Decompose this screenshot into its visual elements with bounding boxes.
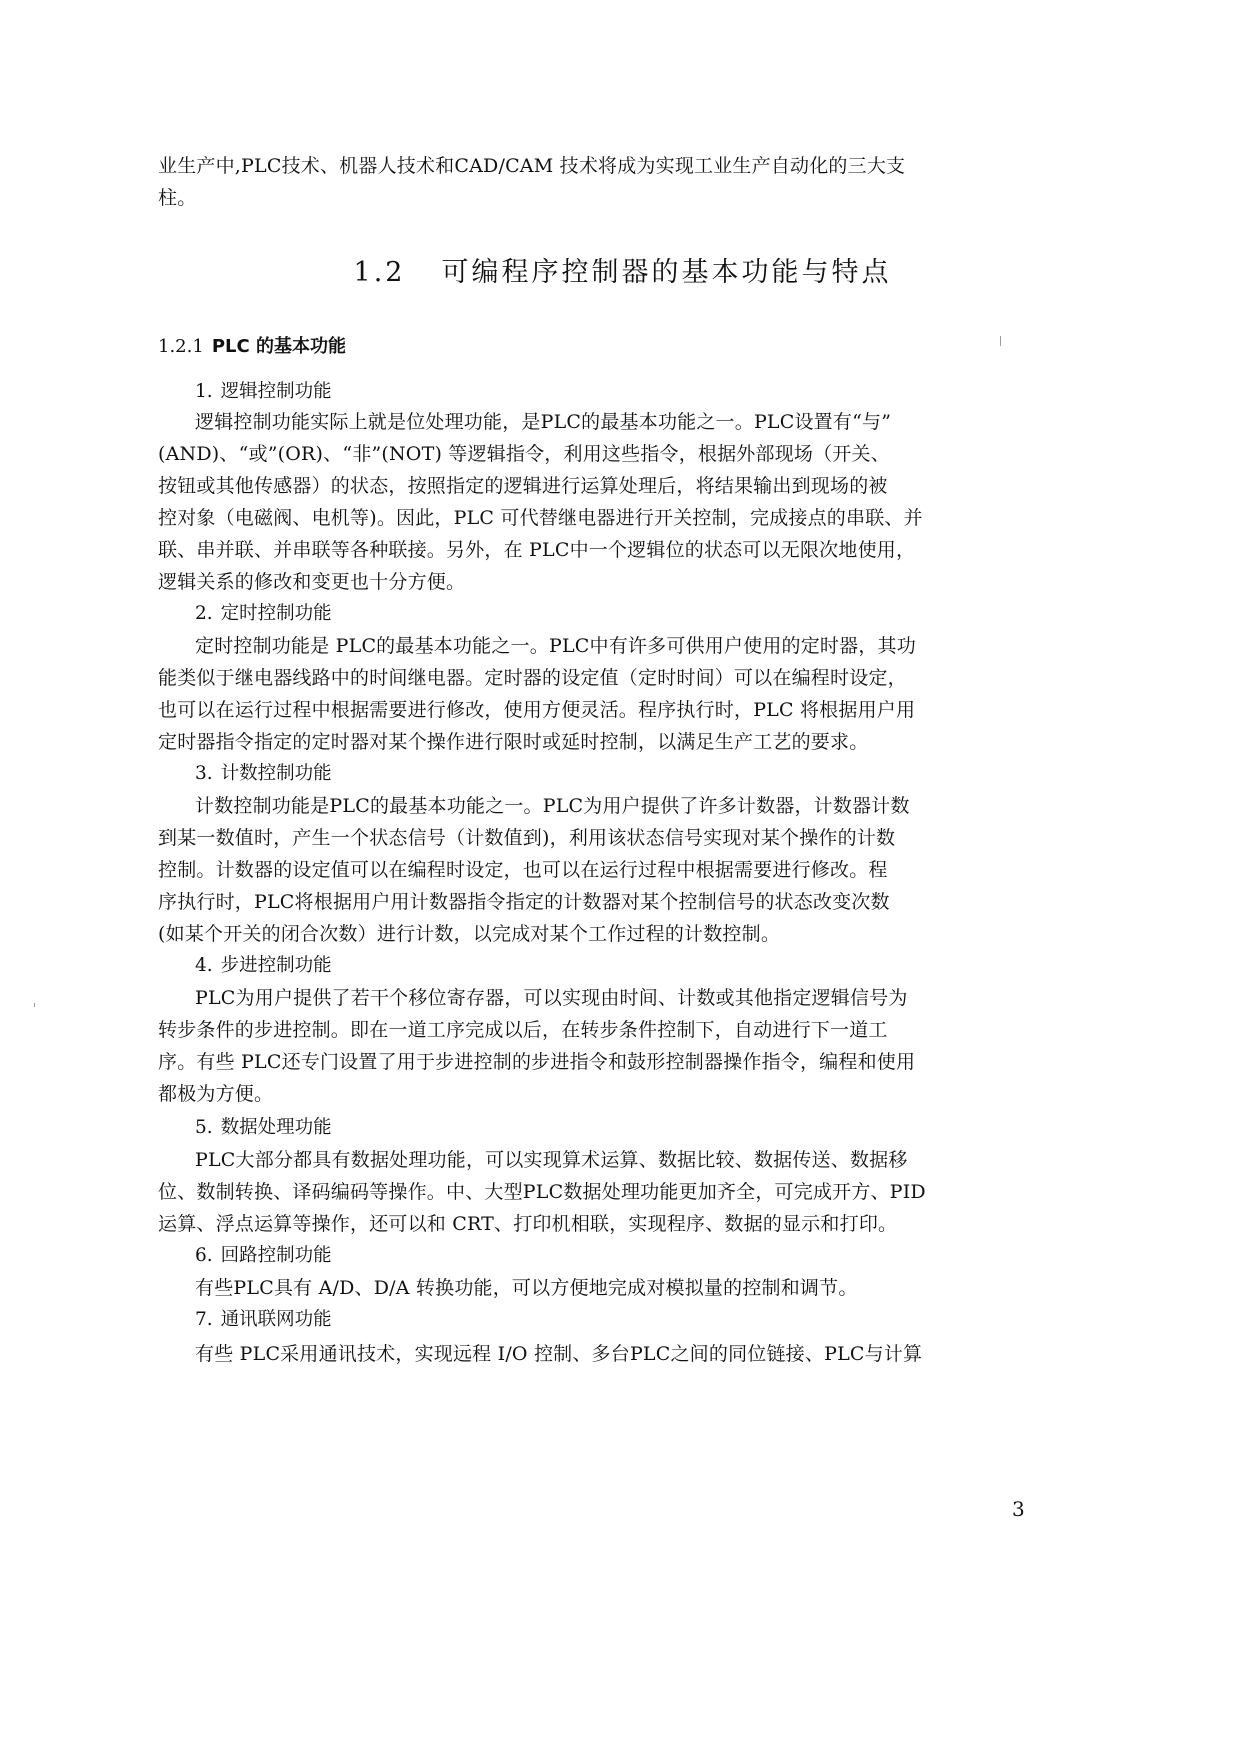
paragraph-line: 位、数制转换、译码编码等操作。中、大型PLC数据处理功能更加齐全，可完成开方、PID: [158, 1181, 926, 1203]
paragraph-line: 控对象（电磁阀、电机等)。因此，PLC 可代替继电器进行开关控制，完成接点的串联、并: [158, 507, 923, 529]
paragraph-line: 有些 PLC采用通讯技术，实现远程 I/O 控制、多台PLC之间的同位链接、PLC与计算: [195, 1343, 923, 1365]
paragraph-line: (如某个开关的闭合次数）进行计数，以完成对某个工作过程的计数控制。: [158, 923, 781, 945]
intro-line: 柱。: [158, 187, 197, 209]
item-number: 3.: [195, 763, 213, 784]
item-heading: [195, 600, 332, 628]
intro-line: 业生产中,PLC技术、机器人技术和CAD/CAM 技术将成为实现工业生产自动化的三大支: [158, 155, 906, 177]
paragraph-line: 计数控制功能是PLC的最基本功能之一。PLC为用户提供了许多计数器，计数器计数: [195, 795, 910, 817]
item-title: 步进控制功能: [220, 955, 332, 976]
paragraph-line: 都极为方便。: [158, 1083, 274, 1105]
item-number: 4.: [195, 955, 213, 976]
item-heading: [195, 1306, 332, 1334]
item-title: 计数控制功能: [220, 763, 332, 784]
item-number: 7.: [195, 1309, 213, 1330]
item-title: 定时控制功能: [220, 603, 332, 624]
paragraph-line: PLC大部分都具有数据处理功能，可以实现算术运算、数据比较、数据传送、数据移: [195, 1149, 908, 1171]
item-title: 通讯联网功能: [220, 1309, 332, 1330]
item-title: 回路控制功能: [220, 1245, 332, 1266]
paragraph-line: 控制。计数器的设定值可以在编程时设定，也可以在运行过程中根据需要进行修改。程: [158, 859, 888, 881]
paragraph-line: 能类似于继电器线路中的时间继电器。定时器的设定值（定时时间）可以在编程时设定，: [158, 667, 907, 689]
paragraph-line: 逻辑关系的修改和变更也十分方便。: [158, 571, 466, 593]
item-number: 2.: [195, 603, 213, 624]
paragraph-line: 转步条件的步进控制。即在一道工序完成以后，在转步条件控制下，自动进行下一道工: [158, 1019, 888, 1041]
subsection-number: 1.2.1: [158, 336, 204, 357]
paragraph-line: PLC为用户提供了若干个移位寄存器，可以实现由时间、计数或其他指定逻辑信号为: [195, 987, 908, 1009]
scan-speck: [34, 1003, 35, 1007]
paragraph-line: (AND)、“或”(OR)、“非”(NOT) 等逻辑指令，利用这些指令，根据外部现场（开关、: [158, 443, 890, 465]
section-heading: [0, 250, 1245, 289]
item-heading: [195, 760, 332, 788]
paragraph-line: 有些PLC具有 A/D、D/A 转换功能，可以方便地完成对模拟量的控制和调节。: [195, 1277, 858, 1299]
scan-speck: [1000, 336, 1001, 346]
paragraph-line: 序执行时，PLC将根据用户用计数器指令指定的计数器对某个控制信号的状态改变次数: [158, 891, 890, 913]
paragraph-line: 运算、浮点运算等操作，还可以和 CRT、打印机相联，实现程序、数据的显示和打印。: [158, 1213, 898, 1235]
paragraph-line: 联、串并联、并串联等各种联接。另外，在 PLC中一个逻辑位的状态可以无限次地使用，: [158, 539, 916, 561]
subsection-heading: [158, 332, 346, 358]
paragraph-line: 按钮或其他传感器）的状态，按照指定的逻辑进行运算处理后，将结果输出到现场的被: [158, 475, 888, 497]
section-number: 1.2: [353, 257, 406, 288]
item-heading: [195, 1242, 332, 1270]
section-title: 可编程序控制器的基本功能与特点: [441, 257, 892, 288]
item-title: 数据处理功能: [220, 1117, 332, 1138]
item-title: 逻辑控制功能: [220, 381, 332, 402]
item-number: 5.: [195, 1117, 213, 1138]
item-number: 1.: [195, 381, 213, 402]
paragraph-line: 到某一数值时，产生一个状态信号（计数值到)，利用该状态信号实现对某个操作的计数: [158, 827, 896, 849]
page-number: 3: [1012, 1497, 1025, 1521]
paragraph-line: 逻辑控制功能实际上就是位处理功能，是PLC的最基本功能之一。PLC设置有“与”: [195, 411, 892, 433]
item-heading: [195, 952, 332, 980]
paragraph-line: 定时器指令指定的定时器对某个操作进行限时或延时控制，以满足生产工艺的要求。: [158, 731, 869, 753]
paragraph-line: 序。有些 PLC还专门设置了用于步进控制的步进指令和鼓形控制器操作指令，编程和使用: [158, 1051, 916, 1073]
item-heading: [195, 1114, 332, 1142]
subsection-title: PLC 的基本功能: [211, 336, 346, 357]
item-heading: [195, 378, 332, 406]
item-number: 6.: [195, 1245, 213, 1266]
paragraph-line: 定时控制功能是 PLC的最基本功能之一。PLC中有许多可供用户使用的定时器，其功: [195, 635, 916, 657]
paragraph-line: 也可以在运行过程中根据需要进行修改，使用方便灵活。程序执行时，PLC 将根据用户用: [158, 699, 916, 721]
